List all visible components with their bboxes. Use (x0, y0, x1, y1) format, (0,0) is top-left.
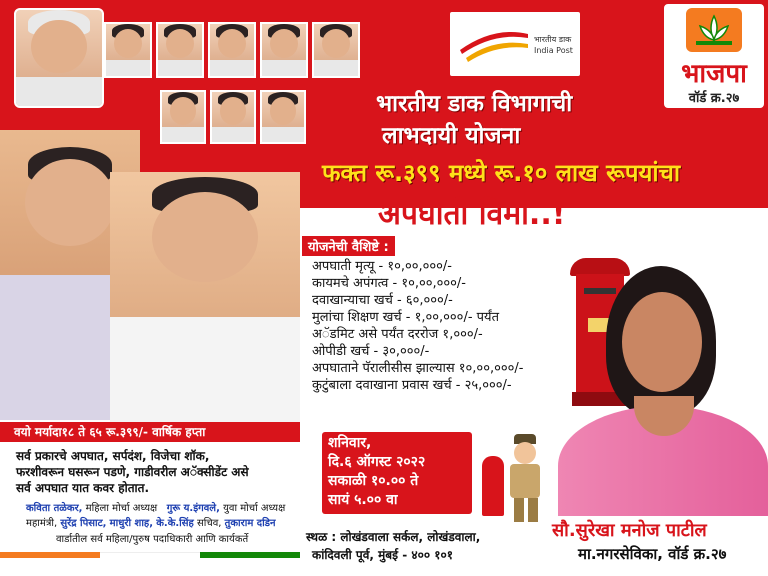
party-ward: वॉर्ड क्र.२७ (688, 91, 740, 106)
offer-line2: अपघाती विमा..! (378, 197, 566, 232)
feature-item: अपघाताने पॅरालीसीस झाल्यास १०,००,०००/- (312, 361, 524, 376)
event-date: दि.६ ऑगस्ट २०२२ (328, 454, 426, 470)
offer-line1: फक्त रू.३९९ मध्ये रू.१० लाख रूपयांचा (322, 159, 681, 187)
india-post-english: India Post (534, 46, 573, 55)
features-list (312, 258, 523, 394)
event-box (322, 432, 472, 514)
features-heading: योजनेची वैशिष्टे : (302, 236, 395, 256)
credit-name: सुरेंद्र पिसाट, (60, 518, 107, 529)
scheme-title-line1: भारतीय डाक विभागाची (376, 91, 573, 117)
credit-name: माधुरी शाह, (109, 518, 154, 529)
event-time-line1: सकाळी १०.०० ते (328, 473, 419, 489)
credits-line2 (26, 515, 276, 529)
coverage-line: सर्व अपघात यात कवर होतात. (16, 481, 150, 495)
feature-item: अपघाती मृत्यू - १०,००,०००/- (312, 259, 452, 274)
party-name: भाजपा (681, 59, 747, 89)
scheme-title-line2: लाभदायी योजना (382, 123, 521, 149)
feature-item: दवाखान्याचा खर्च - ६०,०००/- (312, 293, 453, 308)
credit-name: कविता तळेकर, (26, 503, 83, 514)
leader-photo-2 (156, 22, 204, 78)
event-day: शनिवार, (328, 435, 372, 451)
flag-strip-green (200, 552, 300, 558)
postman-illustration (476, 430, 550, 526)
leader-photo-6 (160, 90, 206, 144)
feature-item: कुटुंबाला दवाखाना प्रवास खर्च - २५,०००/- (312, 378, 512, 393)
feature-item: कायमचे अपंगत्व - १०,००,०००/- (312, 276, 466, 291)
coverage-text (16, 448, 249, 496)
credit-role: युवा मोर्चा अध्यक्ष (223, 503, 286, 514)
leader-photo-5 (312, 22, 360, 78)
leader-photo-8 (260, 90, 306, 144)
credits-footer: वार्डातील सर्व महिला/पुरुष पदाधिकारी आणि कार्यकर्ते (56, 534, 249, 545)
age-bar: वयो मर्यादा१८ ते ६५ रू.३९९/- वार्षिक हप्ता (0, 422, 300, 442)
venue-text (306, 528, 480, 564)
event-time-line2: सायं ५.०० वा (328, 492, 398, 508)
lotus-icon (686, 8, 742, 52)
india-post-emblem-icon (458, 24, 530, 64)
india-post-hindi: भारतीय डाक (534, 35, 572, 44)
candidate-title: मा.नगरसेविका, वॉर्ड क्र.२७ (578, 545, 727, 563)
credit-name: के.के.सिंह (156, 518, 194, 529)
feature-item: अॅडमिट असे पर्यंत दररोज १,०००/- (312, 327, 483, 342)
leader-photo-7 (210, 90, 256, 144)
leader-photo-4 (260, 22, 308, 78)
leader-photo-3 (208, 22, 256, 78)
coverage-line: सर्व प्रकारचे अपघात, सर्पदंश, विजेचा शॉक, (16, 449, 210, 463)
credit-role: सचिव, (197, 518, 222, 529)
credits-line1 (26, 500, 285, 514)
feature-item: ओपीडी खर्च - ३०,०००/- (312, 344, 430, 359)
credit-prefix: महामंत्री, (26, 518, 58, 529)
candidate-photo (548, 256, 768, 516)
leader-photo-left-2 (110, 172, 300, 422)
credit-name: तुकाराम दडिन (224, 518, 276, 529)
credit-name: गुरू य.इंगवले, (166, 503, 220, 514)
flag-strip-saffron (0, 552, 100, 558)
india-post-logo (450, 12, 580, 76)
venue-line: कांदिवली पूर्व, मुंबई - ४०० १०१ (312, 548, 453, 562)
leader-photo-large (14, 8, 104, 108)
credit-role: महिला मोर्चा अध्यक्ष (85, 503, 158, 514)
bjp-box (664, 4, 764, 108)
flag-strip-white (100, 552, 200, 559)
coverage-line: फरशीवरून घसरून पडणे, गाडीवरील अॅक्सीडेंट असे (16, 465, 249, 479)
candidate-name: सौ.सुरेखा मनोज पाटील (552, 520, 707, 541)
leader-photo-1 (104, 22, 152, 78)
feature-item: मुलांचा शिक्षण खर्च - १,००,०००/- पर्यंत (312, 310, 499, 325)
venue-line: स्थळ : लोखंडवाला सर्कल, लोखंडवाला, (306, 530, 481, 544)
